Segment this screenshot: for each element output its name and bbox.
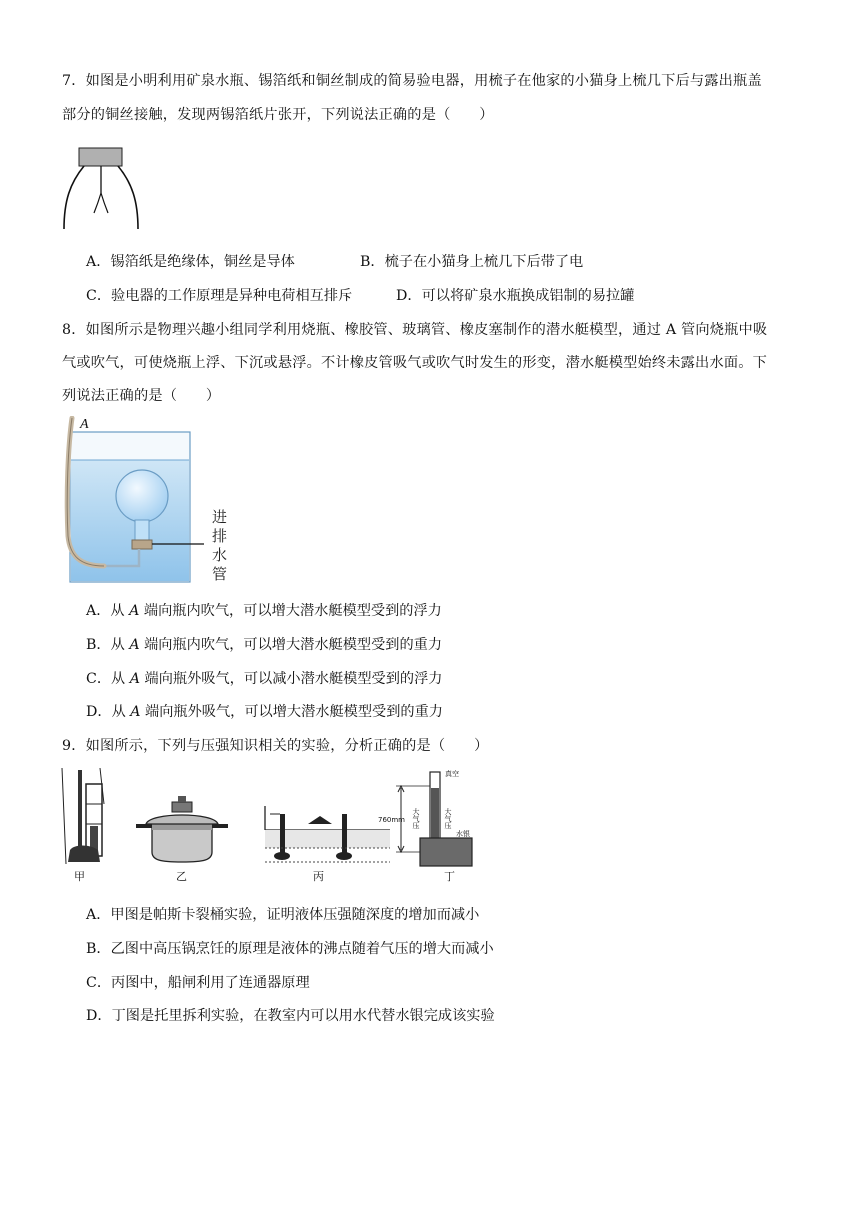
caption-bing: 丙 (313, 870, 324, 883)
submarine-model-figure (64, 416, 254, 586)
q8-stem-line2: 气或吹气，可使烧瓶上浮、下沉或悬浮。不计橡皮管吸气或吹气时发生的形变，潜水艇模型始终未露出水面。下 (62, 355, 767, 371)
q9-option-a[interactable]: A．甲图是帕斯卡裂桶实验，证明液体压强随深度的增加而减小 (86, 907, 480, 923)
q7-option-b[interactable]: B．梳子在小猫身上梳几下后带了电 (360, 254, 584, 270)
q8-stem-line3: 列说法正确的是（ ） (62, 388, 221, 404)
label-atm-left: 大气压 (412, 808, 420, 829)
q7-option-c[interactable]: C．验电器的工作原理是异种电荷相互排斥 (86, 288, 353, 304)
flask-bulb (116, 470, 168, 522)
torricelli-diagram (378, 769, 472, 883)
q8-option-c[interactable]: C．从 A 端向瓶外吸气，可以减小潜水艇模型受到的浮力 (86, 671, 443, 687)
label-vacuum: 真空 (445, 770, 459, 778)
rubber-stopper (132, 540, 152, 549)
label-atm-right: 大气压 (444, 808, 452, 829)
q8-stem-line1: 8．如图所示是物理兴趣小组同学利用烧瓶、橡胶管、玻璃管、橡皮塞制作的潜水艇模型，通过 A 管向烧瓶中吸 (62, 322, 768, 338)
pressure-cooker-diagram (136, 796, 228, 883)
pressure-experiments-figure (60, 764, 480, 890)
bottle-cap (79, 148, 122, 166)
q7-stem-line1: 7．如图是小明利用矿泉水瓶、锡箔纸和铜丝制成的简易验电器，用梳子在他家的小猫身上梳几下后与露出瓶盖 (62, 73, 762, 89)
q8-option-d[interactable]: D．从 A 端向瓶外吸气，可以增大潜水艇模型受到的重力 (86, 704, 443, 720)
tube-label: 进 排 水 管 (212, 508, 228, 583)
q9-stem-line1: 9．如图所示，下列与压强知识相关的实验，分析正确的是（ ） (62, 738, 489, 754)
q7-option-d[interactable]: D．可以将矿泉水瓶换成铝制的易拉罐 (396, 288, 635, 304)
pascal-barrel-diagram (62, 768, 104, 883)
label-a: A (80, 417, 89, 432)
ship-lock-diagram (265, 806, 390, 883)
foil-left (94, 193, 101, 213)
foil-right (101, 193, 108, 213)
q8-option-b[interactable]: B．从 A 端向瓶内吹气，可以增大潜水艇模型受到的重力 (86, 637, 443, 653)
q7-stem-line2: 部分的铜丝接触，发现两锡箔纸片张开，下列说法正确的是（ ） (62, 107, 494, 123)
caption-jia: 甲 (74, 870, 85, 883)
bottle-left-wall (64, 166, 84, 229)
q8-option-a[interactable]: A．从 A 端向瓶内吹气，可以增大潜水艇模型受到的浮力 (86, 603, 442, 619)
q9-option-b[interactable]: B．乙图中高压锅烹饪的原理是液体的沸点随着气压的增大而减小 (86, 941, 494, 957)
q9-option-d[interactable]: D．丁图是托里拆利实验，在教室内可以用水代替水银完成该实验 (86, 1008, 495, 1024)
label-760mm: 760mm (378, 816, 405, 824)
label-mercury: 水银 (456, 830, 470, 838)
caption-yi: 乙 (176, 870, 187, 883)
electroscope-figure (60, 143, 144, 231)
flask-neck (135, 520, 149, 542)
q9-option-c[interactable]: C．丙图中，船闸利用了连通器原理 (86, 975, 310, 991)
q7-option-a[interactable]: A．锡箔纸是绝缘体，铜丝是导体 (86, 254, 295, 270)
bottle-right-wall (118, 166, 138, 229)
caption-ding: 丁 (444, 870, 455, 883)
